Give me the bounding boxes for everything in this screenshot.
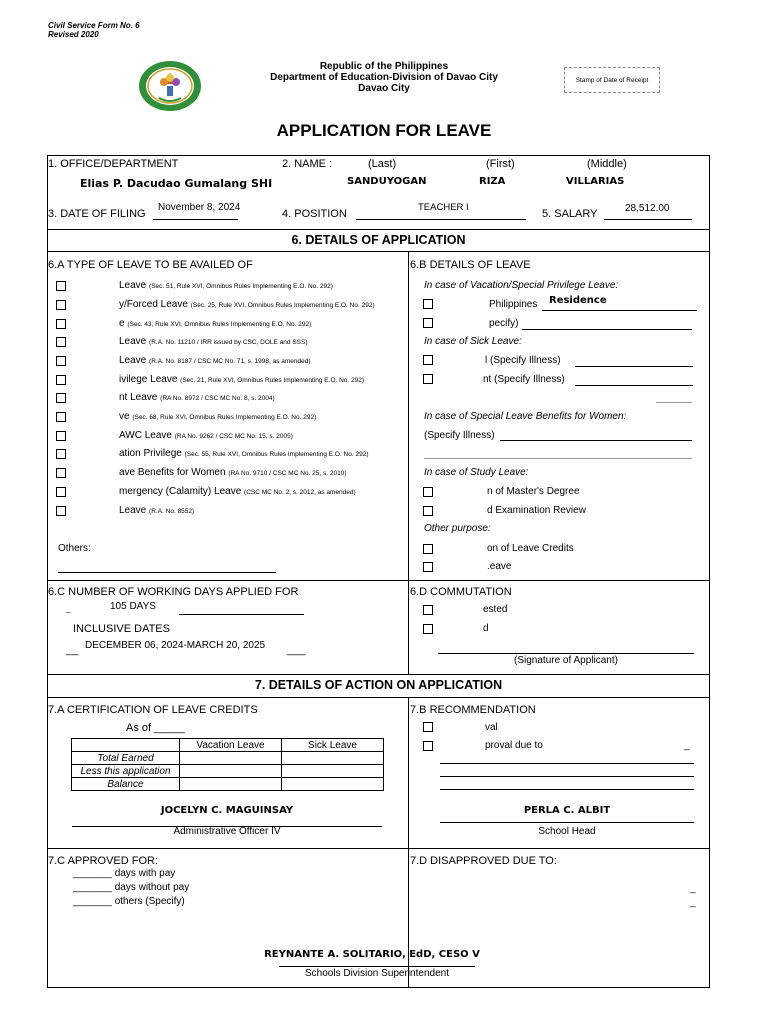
vacation-heading: In case of Vacation/Special Privilege Leave: <box>424 280 619 291</box>
page-title: APPLICATION FOR LEAVE <box>276 121 492 140</box>
inclusive-dash-right: ___ <box>287 644 306 656</box>
leave-type-row[interactable] <box>56 467 396 481</box>
commutation-requested-checkbox[interactable] <box>423 624 433 634</box>
header-department: Department of Education-Division of Davao City <box>270 72 498 83</box>
disapproved-label: 7.D DISAPPROVED DUE TO: <box>410 855 557 867</box>
women-2-underline <box>424 458 692 459</box>
form-meta <box>48 21 140 39</box>
vacation-option-1: Philippines <box>489 299 538 310</box>
leave-type-name: nt Leave <box>119 392 158 403</box>
leave-type-label <box>119 505 194 516</box>
office-label: 1. OFFICE/DEPARTMENT <box>48 158 179 170</box>
credits-cell[interactable] <box>180 765 282 778</box>
commutation-option-2: d <box>483 623 489 634</box>
leave-type-row[interactable] <box>56 280 396 294</box>
leave-type-checkbox[interactable] <box>56 468 66 478</box>
credits-row-label: Total Earned <box>72 752 180 765</box>
leave-type-name: AWC Leave <box>119 430 172 441</box>
leave-type-label <box>119 486 356 497</box>
sick-heading: In case of Sick Leave: <box>424 336 522 347</box>
type-of-leave-label: 6.A TYPE OF LEAVE TO BE AVAILED OF <box>48 259 253 271</box>
recommender-title: School Head <box>538 826 596 837</box>
inclusive-dash-left: __ <box>66 644 79 656</box>
name-label: 2. NAME : <box>282 158 333 170</box>
leave-type-name: Leave <box>119 280 147 291</box>
leave-type-name: mergency (Calamity) Leave <box>119 486 242 497</box>
leave-type-reference: (Sec. 25, Rule XVI, Omnibus Rules Implementing E.O. No. 292) <box>190 302 375 309</box>
sick-hospital-checkbox[interactable] <box>423 355 433 365</box>
filing-value[interactable]: November 8, 2024 <box>158 202 241 213</box>
leave-type-name: ve <box>119 411 130 422</box>
leave-type-name: y/Forced Leave <box>119 299 188 310</box>
table-row <box>72 778 384 791</box>
approver-title: Schools Division Superintendent <box>305 968 449 979</box>
middle-name-value: VILLARIAS <box>566 176 625 187</box>
leave-type-label <box>119 299 375 310</box>
sec7-top-line <box>47 674 710 675</box>
leave-type-row[interactable] <box>56 355 396 369</box>
leave-type-checkbox[interactable] <box>56 356 66 366</box>
sick-1-underline <box>575 366 693 367</box>
leave-type-reference: (RA No. 9262 / CSC MC No. 15, s. 2005) <box>174 433 293 440</box>
certifier-title: Administrative Officer IV <box>173 826 281 837</box>
credits-header-row <box>72 739 384 752</box>
approved-for-label: 7.C APPROVED FOR: <box>48 855 159 867</box>
first-name-label: (First) <box>486 158 515 170</box>
leave-type-name: ation Privilege <box>119 448 182 459</box>
form-revision: Revised 2020 <box>48 30 99 39</box>
commutation-option-1: ested <box>483 604 508 615</box>
recommendation-option-2: proval due to <box>485 740 543 751</box>
leave-type-checkbox[interactable] <box>56 412 66 422</box>
leave-type-checkbox[interactable] <box>56 375 66 385</box>
approved-days-without-pay: _______ days without pay <box>73 882 190 893</box>
other-option-1: on of Leave Credits <box>487 543 574 554</box>
vacation-2-underline <box>522 329 692 330</box>
inclusive-dates-value[interactable]: DECEMBER 06, 2024-MARCH 20, 2025 <box>85 640 266 651</box>
position-label: 4. POSITION <box>282 208 347 220</box>
certification-label: 7.A CERTIFICATION OF LEAVE CREDITS <box>48 704 258 716</box>
leave-type-row[interactable] <box>56 374 396 388</box>
leave-type-checkbox[interactable] <box>56 449 66 459</box>
leave-type-checkbox[interactable] <box>56 281 66 291</box>
leave-type-reference: (Sec. 43, Rule XVI, Omnibus Rules Implementing E.O. No. 292) <box>127 321 312 328</box>
credits-cell[interactable] <box>282 778 384 791</box>
rec-line-2[interactable] <box>440 776 694 777</box>
credits-col-vacation: Vacation Leave <box>180 739 282 752</box>
recommendation-option-1: val <box>485 722 498 733</box>
table-row <box>72 752 384 765</box>
recommendation-label: 7.B RECOMMENDATION <box>410 704 536 716</box>
leave-type-row[interactable] <box>56 411 396 425</box>
leave-type-row[interactable] <box>56 505 396 519</box>
approved-days-with-pay: _______ days with pay <box>73 868 176 879</box>
salary-underline <box>604 219 692 220</box>
applicant-signature-label: (Signature of Applicant) <box>514 655 618 666</box>
position-value[interactable]: TEACHER I <box>418 202 469 213</box>
others-underline[interactable] <box>58 572 276 573</box>
disapproved-dash-2: _ <box>690 897 696 908</box>
recommendation-dash: _ <box>684 740 690 751</box>
leave-type-label <box>119 448 368 459</box>
leave-type-row[interactable] <box>56 299 396 313</box>
leave-type-row[interactable] <box>56 448 396 462</box>
study-masters-checkbox[interactable] <box>423 487 433 497</box>
leave-type-checkbox[interactable] <box>56 431 66 441</box>
leave-type-label <box>119 430 293 441</box>
leave-credits-table <box>71 738 384 791</box>
last-name-label: (Last) <box>368 158 397 170</box>
working-days-dash: _ <box>66 604 71 613</box>
border-top <box>47 155 710 156</box>
section6-title: 6. DETAILS OF APPLICATION <box>291 233 466 247</box>
salary-value[interactable]: 28,512.00 <box>625 203 670 214</box>
sec6-header-line <box>47 251 710 252</box>
sick-3-underline <box>656 402 692 403</box>
table-row <box>72 765 384 778</box>
sec7-divider <box>408 697 409 987</box>
rec-line-1[interactable] <box>440 763 694 764</box>
recommend-disapproval-checkbox[interactable] <box>423 741 433 751</box>
border-right <box>709 155 710 988</box>
study-option-2: d Examination Review <box>487 505 586 516</box>
working-days-value[interactable]: 105 DAYS <box>110 601 156 612</box>
study-bar-review-checkbox[interactable] <box>423 506 433 516</box>
leave-type-row[interactable] <box>56 336 396 350</box>
header-city: Davao City <box>358 83 410 94</box>
leave-type-checkbox[interactable] <box>56 487 66 497</box>
leave-type-name: Leave <box>119 505 147 516</box>
women-option-1: (Specify Illness) <box>424 430 495 441</box>
others-label: Others: <box>58 543 91 554</box>
sick-option-2: nt (Specify Illness) <box>483 374 565 385</box>
sec6-divider <box>408 251 409 674</box>
approved-others: _______ others (Specify) <box>73 896 185 907</box>
border-bottom <box>47 987 710 988</box>
certifier-name: JOCELYN C. MAGUINSAY <box>160 805 294 816</box>
women-1-underline <box>500 440 692 441</box>
leave-type-reference: (CSC MC No. 2, s. 2012, as amended) <box>244 489 356 496</box>
sec6-top-line <box>47 229 710 230</box>
other-option-2: .eave <box>487 561 512 572</box>
approver-signature-line <box>279 966 475 967</box>
leave-type-label <box>119 336 308 347</box>
recommender-name: PERLA C. ALBIT <box>523 805 611 816</box>
credits-cell[interactable] <box>282 752 384 765</box>
credits-row-label: Balance <box>72 778 180 791</box>
office-value: Elias P. Dacudao Gumalang SHI <box>80 177 273 190</box>
leave-type-label <box>119 392 275 403</box>
recommend-approval-checkbox[interactable] <box>423 722 433 732</box>
leave-type-row[interactable] <box>56 486 396 500</box>
details-of-leave-label: 6.B DETAILS OF LEAVE <box>410 259 531 271</box>
vacation-1-value[interactable]: Residence <box>549 295 607 306</box>
recommender-signature-line <box>440 822 694 823</box>
leave-type-row[interactable] <box>56 392 396 406</box>
leave-type-name: ave Benefits for Women <box>119 467 226 478</box>
women-heading: In case of Special Leave Benefits for Women: <box>424 411 627 422</box>
leave-type-name: e <box>119 318 125 329</box>
commutation-label: 6.D COMMUTATION <box>410 586 512 598</box>
rec-line-3[interactable] <box>440 789 694 790</box>
working-days-underline <box>179 614 304 615</box>
leave-type-row[interactable] <box>56 318 396 332</box>
study-option-1: n of Master's Degree <box>487 486 580 497</box>
filing-underline <box>153 219 238 220</box>
leave-type-checkbox[interactable] <box>56 337 66 347</box>
section7-title: 7. DETAILS OF ACTION ON APPLICATION <box>254 678 503 692</box>
leave-type-row[interactable] <box>56 430 396 444</box>
credits-cell[interactable] <box>180 752 282 765</box>
last-name-value: SANDUYOGAN <box>347 176 427 187</box>
leave-type-reference: (R.A. No. 11210 / IRR issued by CSC, DOLE and SSS) <box>149 339 308 346</box>
salary-label: 5. SALARY <box>542 208 598 220</box>
form-number: Civil Service Form No. 6 <box>48 21 140 30</box>
credits-corner-cell <box>72 739 180 752</box>
leave-type-reference: (Sec. 68, Rule XVI, Omnibus Rules Implementing E.O. No. 292) <box>132 414 317 421</box>
credits-col-sick: Sick Leave <box>282 739 384 752</box>
receipt-stamp-box <box>564 67 660 93</box>
middle-name-label: (Middle) <box>587 158 627 170</box>
leave-type-label <box>119 467 346 478</box>
vacation-abroad-checkbox[interactable] <box>423 318 433 328</box>
leave-type-reference: (RA No. 8972 / CSC MC No. 8, s. 2004) <box>160 395 275 402</box>
vacation-option-2: pecify) <box>489 318 519 329</box>
leave-type-label <box>119 318 311 329</box>
leave-type-reference: (R.A. No. 8187 / CSC MC No. 71, s. 1998, as amended) <box>149 358 311 365</box>
study-heading: In case of Study Leave: <box>424 467 529 478</box>
sick-2-underline <box>575 385 693 386</box>
leave-type-checkbox[interactable] <box>56 300 66 310</box>
inclusive-dates-label: INCLUSIVE DATES <box>73 623 170 635</box>
credits-cell[interactable] <box>282 765 384 778</box>
receipt-stamp-label: Stamp of Date of Receipt <box>575 76 649 84</box>
other-purpose-heading: Other purpose: <box>424 523 491 534</box>
leave-type-reference: (RA No. 9710 / CSC MC No. 25, s. 2010) <box>228 470 347 477</box>
leave-type-reference: (Sec. 21, Rule XVI, Omnibus Rules Implementing E.O. No. 292) <box>180 377 365 384</box>
commutation-not-requested-checkbox[interactable] <box>423 605 433 615</box>
leave-type-checkbox[interactable] <box>56 393 66 403</box>
leave-type-reference: (Sec. 51, Rule XVI, Omnibus Rules Implementing E.O. No. 292) <box>149 283 333 290</box>
terminal-leave-checkbox[interactable] <box>423 562 433 572</box>
leave-type-label <box>119 355 311 366</box>
monetization-checkbox[interactable] <box>423 544 433 554</box>
approver-name: REYNANTE A. SOLITARIO, EdD, CESO V <box>264 949 480 960</box>
first-name-value: RIZA <box>479 176 506 187</box>
sick-option-1: l (Specify Illness) <box>485 355 561 366</box>
position-underline <box>356 219 526 220</box>
credits-row-label: Less this application <box>72 765 180 778</box>
leave-type-label <box>119 374 364 385</box>
leave-type-name: Leave <box>119 355 147 366</box>
leave-type-name: Leave <box>119 336 147 347</box>
sec7c-top-line <box>47 848 710 849</box>
vacation-within-checkbox[interactable] <box>423 299 433 309</box>
as-of-label: As of _____ <box>126 722 185 734</box>
disapproved-dash-1: _ <box>690 883 696 894</box>
header-republic: Republic of the Philippines <box>319 61 449 72</box>
sick-outpatient-checkbox[interactable] <box>423 374 433 384</box>
leave-type-label <box>119 280 333 291</box>
credits-cell[interactable] <box>180 778 282 791</box>
applicant-signature-line[interactable] <box>438 653 694 654</box>
vacation-1-underline <box>542 310 697 311</box>
filing-label: 3. DATE OF FILING <box>48 208 146 220</box>
leave-type-checkbox[interactable] <box>56 506 66 516</box>
leave-type-checkbox[interactable] <box>56 319 66 329</box>
sec7-header-line <box>47 697 710 698</box>
working-days-label: 6.C NUMBER OF WORKING DAYS APPLIED FOR <box>48 586 299 598</box>
leave-type-reference: (R.A. No. 8552) <box>149 508 195 515</box>
sec6c-top-line <box>47 580 710 581</box>
leave-type-reference: (Sec. 55, Rule XVI, Omnibus Rules Implementing E.O. No. 292) <box>184 451 369 458</box>
leave-type-name: ivilege Leave <box>119 374 178 385</box>
leave-type-label <box>119 411 316 422</box>
